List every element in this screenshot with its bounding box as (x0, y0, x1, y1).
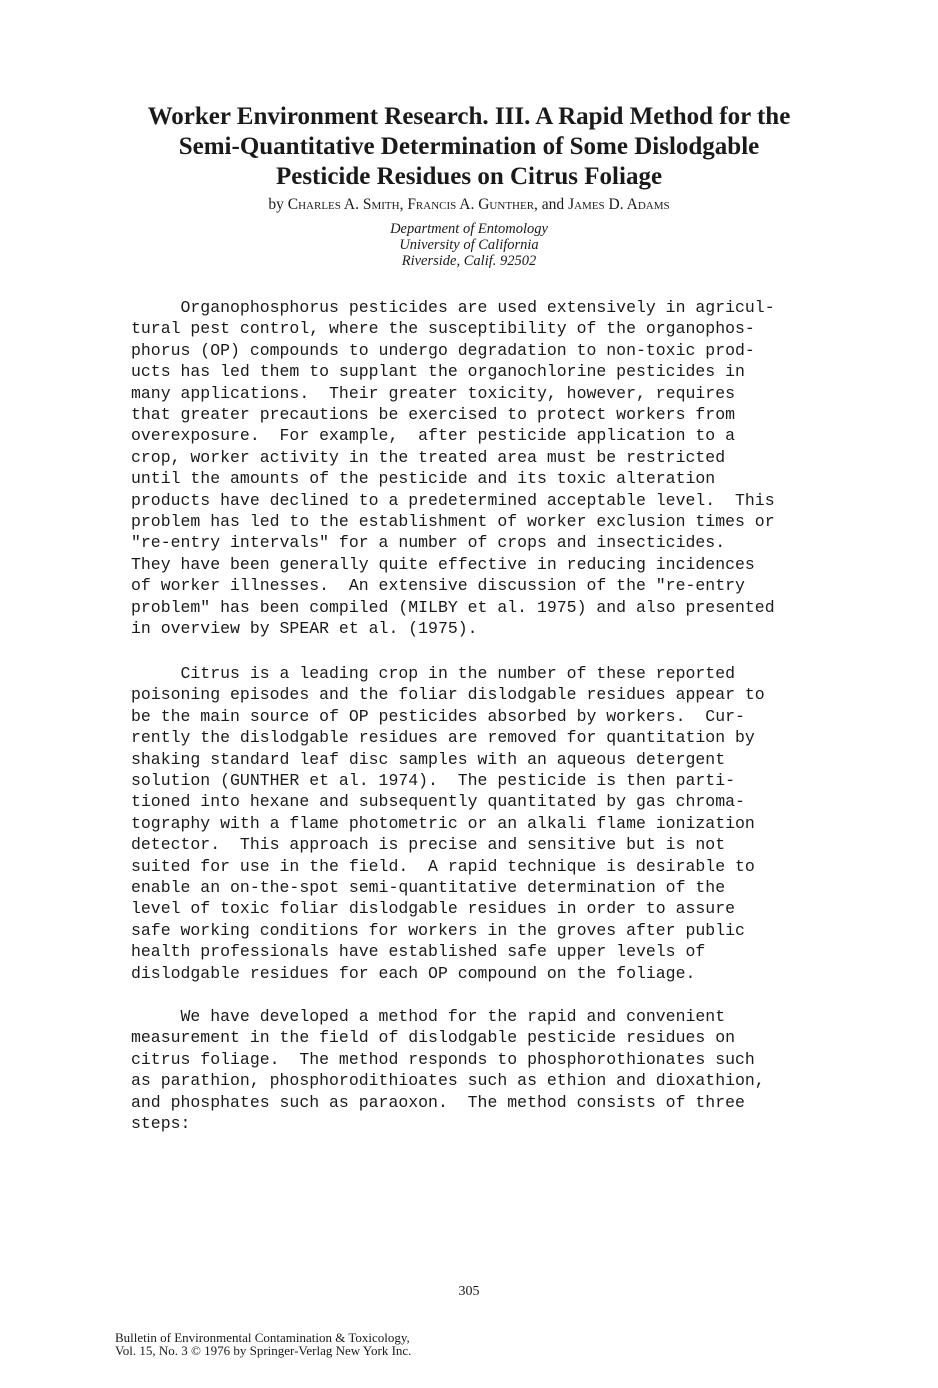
affiliation-location: Riverside, Calif. 92502 (401, 253, 537, 269)
author-2: Francis A. Gunther (407, 196, 535, 213)
title-line-3: Pesticide Residues on Citrus Foliage (275, 163, 663, 190)
title-line-1: Worker Environment Research. III. A Rapid Method for the (147, 103, 791, 130)
journal-footer (115, 1331, 411, 1357)
byline-separator-2: , and (534, 196, 565, 213)
footer-volume: Vol. 15, No. 3 © 1976 by Springer-Verlag New York Inc. (115, 1343, 412, 1358)
footer-journal: Bulletin of Environmental Contamination & Toxicology, (115, 1330, 410, 1345)
affiliation-department: Department of Entomology (390, 221, 548, 237)
author-1: Charles A. Smith (287, 196, 400, 213)
byline-separator-1: , (399, 196, 404, 213)
affiliation-university: University of California (399, 237, 539, 253)
byline-prefix: by (268, 196, 284, 213)
title-line-2: Semi-Quantitative Determination of Some Dislodgable (178, 133, 760, 160)
author-3: James D. Adams (568, 196, 670, 213)
body-paragraph-2: Citrus is a leading crop in the number of these reported poisoning episodes and the foliar dislodgable residues appear to be the main source of OP pesticides absorbed by workers. Cur- rently the dislodgable residues are removed for quantitation by shaking standard leaf disc samples with an aqueous detergent solution (GUNTHER et al. 1974). The pesticide is then parti- tioned into hexane and subsequently quantitated by gas chroma- tography with a flame photometric or an alkali flame ionization detector. This approach is precise and sensitive but is not suited for use in the field. A rapid technique is desirable to enable an on-the-spot semi-quantitative determination of the level of toxic foliar dislodgable residues in order to assure safe working conditions for workers in the groves after public health professionals have established safe upper levels of dislodgable residues for each OP compound on the foliage. (131, 664, 765, 983)
page-number: 305 (458, 1284, 480, 1299)
author-byline (60, 195, 878, 215)
body-paragraph-1: Organophosphorus pesticides are used extensively in agricul- tural pest control, where the susceptibility of the organophos- phorus (OP) compounds to undergo degradation to non-toxic prod- ucts has led them to supplant the organochlorine pesticides in many applications. Their greater toxicity, however, requires that greater precautions be exercised to protect workers from overexposure. For example, after pesticide application to a crop, worker activity in the treated area must be restricted until the amounts of the pesticide and its toxic alteration products have declined to a predetermined acceptable level. This problem has led to the establishment of worker exclusion times or "re-entry intervals" for a number of crops and insecticides. They have been generally quite effective in reducing incidences of worker illnesses. An extensive discussion of the "re-entry problem" has been compiled (MILBY et al. 1975) and also presented in overview by SPEAR et al. (1975). (131, 298, 775, 639)
body-paragraph-3: We have developed a method for the rapid and convenient measurement in the field of dislodgable pesticide residues on citrus foliage. The method responds to phosphorothionates such as parathion, phosphorodithioates such as ethion and dioxathion, and phosphates such as paraoxon. The method consists of three steps: (131, 1007, 765, 1134)
